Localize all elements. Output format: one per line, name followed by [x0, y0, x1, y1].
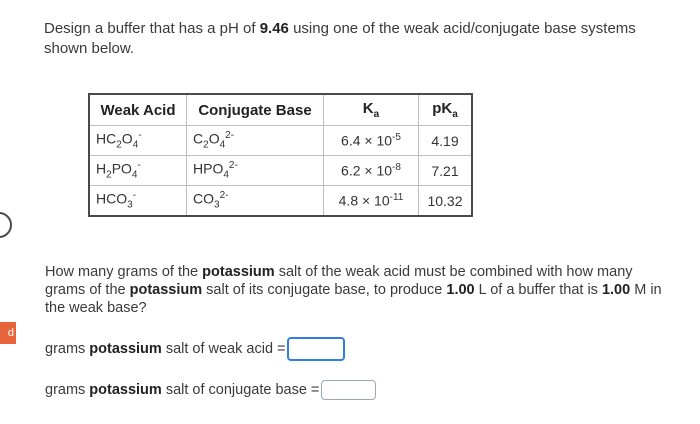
weak-acid-cell [89, 156, 187, 186]
formula-sub: 4 [223, 169, 229, 181]
question-bold: 1.00 [601, 282, 631, 298]
ka-cell [324, 156, 419, 186]
formula-charge: 2- [225, 130, 235, 142]
formula-charge: 2- [228, 160, 238, 172]
table-header-row [89, 94, 472, 126]
formula-sub: 4 [132, 139, 139, 151]
ka-mantissa: 6.2 × 10 [341, 162, 393, 179]
answer-row-conjugate-base [45, 380, 376, 400]
question-part: M in the weak base? [45, 282, 662, 316]
ka-exponent: -8 [392, 162, 401, 174]
formula-sub: 3 [127, 199, 133, 211]
acid-base-table [88, 93, 473, 217]
formula-part: C [193, 130, 204, 147]
ka-mantissa: 4.8 × 10 [338, 192, 390, 209]
header-conjugate-base: Conjugate Base [187, 94, 324, 126]
ka-exponent: -11 [389, 192, 404, 204]
header-pka-pk: pK [432, 100, 453, 117]
header-weak-acid: Weak Acid [89, 94, 187, 126]
formula-part: CO [193, 190, 214, 207]
header-ka-k: K [362, 100, 374, 117]
formula-charge: - [138, 130, 142, 142]
intro-suffix: using one of the weak acid/conjugate base systems shown below. [44, 20, 636, 57]
table-row [89, 156, 472, 186]
formula-sub: 4 [219, 139, 226, 151]
question-part: salt of the weak acid must be combined with how many grams of the [45, 264, 633, 298]
question-part: L of a buffer that is [474, 282, 602, 298]
weak-acid-grams-input[interactable] [287, 337, 345, 361]
ka-cell [324, 186, 419, 217]
answer-label-post: salt of weak acid [165, 341, 274, 357]
formula-part: HCO [96, 190, 128, 207]
formula-part: HC [96, 130, 117, 147]
answer-label-pre: grams [45, 341, 86, 357]
pka-cell: 7.21 [419, 156, 473, 186]
formula-part: H [96, 160, 107, 177]
header-pka [419, 94, 473, 126]
header-pka-sub: a [452, 109, 458, 120]
ka-mantissa: 6.4 × 10 [341, 132, 393, 149]
answer-label-bold: potassium [89, 341, 162, 357]
question-bold: 1.00 [446, 282, 475, 298]
weak-acid-cell [89, 186, 187, 217]
table-row [89, 186, 472, 217]
formula-part: O [208, 130, 220, 147]
header-ka [324, 94, 419, 126]
conjugate-base-cell [187, 186, 324, 217]
conjugate-base-cell [187, 156, 324, 186]
ka-cell [324, 126, 419, 156]
equals-sign: = [277, 341, 286, 357]
formula-charge: - [137, 160, 141, 172]
conjugate-base-grams-input[interactable] [321, 380, 376, 400]
intro-ph: 9.46 [259, 20, 289, 37]
answer-label-pre: grams [45, 382, 86, 398]
formula-sub: 3 [214, 199, 220, 211]
ka-exponent: -5 [392, 132, 401, 144]
header-ka-sub: a [373, 109, 380, 120]
question-bold: potassium [129, 282, 203, 298]
problem-statement [44, 19, 644, 59]
formula-sub: 4 [131, 169, 138, 181]
formula-part: HPO [193, 160, 224, 177]
formula-charge: - [132, 190, 137, 202]
question-part: How many grams of the [45, 264, 203, 280]
side-tab[interactable] [0, 322, 16, 344]
side-tab-label: d [7, 327, 14, 339]
table-row [89, 126, 472, 156]
answer-row-weak-acid [45, 337, 345, 361]
previous-nav-circle[interactable] [0, 212, 12, 238]
question-text [45, 263, 665, 317]
pka-cell: 10.32 [419, 186, 473, 217]
formula-sub: 2 [116, 139, 122, 151]
formula-part: PO [111, 160, 132, 177]
formula-part: O [121, 130, 133, 147]
pka-cell: 4.19 [419, 126, 473, 156]
conjugate-base-cell [187, 126, 324, 156]
question-part: salt of its conjugate base, to produce [202, 282, 447, 298]
answer-label-bold: potassium [89, 382, 162, 398]
weak-acid-cell [89, 126, 187, 156]
formula-sub: 2 [106, 169, 112, 181]
formula-sub: 2 [203, 139, 209, 151]
equals-sign: = [310, 382, 320, 398]
answer-label-post: salt of conjugate base [165, 382, 307, 398]
formula-charge: 2- [219, 190, 229, 202]
intro-prefix: Design a buffer that has a pH of [44, 20, 260, 37]
question-bold: potassium [202, 264, 275, 280]
